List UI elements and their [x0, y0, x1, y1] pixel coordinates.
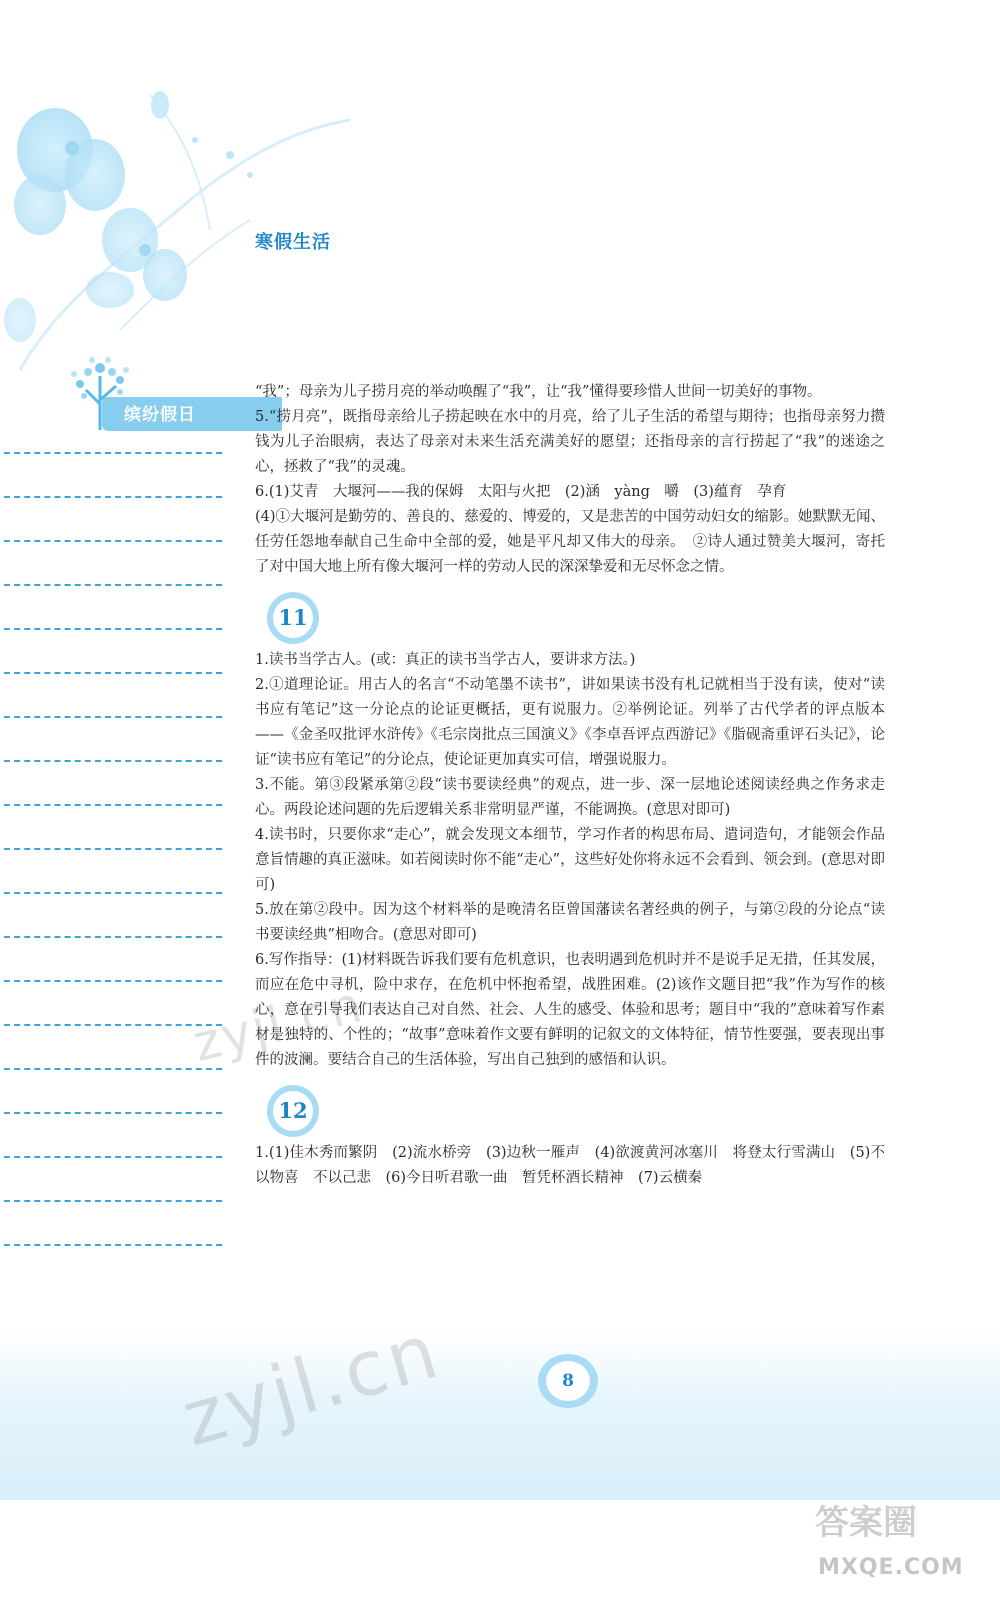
floral-decoration — [0, 0, 360, 380]
header-title: 寒假生活 — [255, 232, 331, 253]
section-label-text: 缤纷假日 — [124, 405, 196, 425]
note-line — [4, 496, 222, 498]
note-line — [4, 936, 222, 938]
answer-paragraph: 4.读书时，只要你求“走心”，就会发现文本细节，学习作者的构思布局、遣词造句，才能领会作品意旨情趣的真正滋味。如若阅读时你不能“走心”，这些好处你将永远不会看到、领会到。(意思对即可) — [255, 827, 885, 893]
note-line — [4, 1200, 222, 1202]
corner-watermark-logo: 答案圈 — [815, 1503, 917, 1543]
note-line — [4, 1156, 222, 1158]
answer-paragraph: (4)①大堰河是勤劳的、善良的、慈爱的、博爱的，又是悲苦的中国劳动妇女的缩影。她默默无闻、任劳任怨地奉献自己生命中全部的爱，她是平凡却又伟大的母亲。 ②诗人通过赞美大堰河，寄托了对中国大地上所有像大堰河一样的劳动人民的深深挚爱和无尽怀念之情。 — [255, 509, 885, 575]
note-line — [4, 980, 222, 982]
note-line — [4, 716, 222, 718]
section-number-badge — [265, 590, 325, 642]
answer-paragraph: 5.放在第②段中。因为这个材料举的是晚清名臣曾国藩读名著经典的例子，与第②段的分论点“读书要读经典”相吻合。(意思对即可) — [255, 902, 885, 943]
section-number-badge — [265, 1083, 325, 1135]
answer-content — [255, 380, 885, 1191]
answer-paragraph: 6.(1)艾青 大堰河——我的保姆 太阳与火把 (2)涵 yàng 嚼 (3)蕴育 孕育 — [255, 484, 787, 500]
note-line — [4, 892, 222, 894]
answer-paragraph: 6.写作指导：(1)材料既告诉我们要有危机意识，也表明遇到危机时并不是说手足无措，任其发展，而应在危中寻机，险中求存，在危机中怀抱希望，战胜困难。(2)该作文题目把“我”作为写作的核心，意在引导我们表达自己对自然、社会、人生的感受、体验和思考；题目中“我的”意味着写作素材是独特的、个性的；“故事”意味着作文要有鲜明的记叙文的文体特征，情节性要强，要表现出事件的波澜。要结合自己的生活体验，写出自己独到的感悟和认识。 — [255, 952, 885, 1068]
answer-paragraph: 1.(1)佳木秀而繁阴 (2)流水桥旁 (3)边秋一雁声 (4)欲渡黄河冰塞川 将登太行雪满山 (5)不以物喜 不以己悲 (6)今日听君歌一曲 暂凭杯酒长精神 (7)云横秦 — [255, 1145, 885, 1186]
section-label — [62, 352, 232, 437]
page-number-badge — [536, 1352, 600, 1410]
page-number: 8 — [562, 1371, 574, 1391]
note-line — [4, 584, 222, 586]
watermark: zyjl.cn — [187, 974, 370, 1074]
note-line — [4, 540, 222, 542]
note-line — [4, 804, 222, 806]
note-line — [4, 1112, 222, 1114]
answer-paragraph: 3.不能。第③段紧承第②段“读书要读经典”的观点，进一步、深一层地论述阅读经典之作务求走心。两段论述问题的先后逻辑关系非常明显严谨，不能调换。(意思对即可) — [255, 777, 885, 818]
note-line — [4, 672, 222, 674]
corner-watermark-url: MXQE.COM — [818, 1555, 964, 1580]
answer-paragraph: 1.读书当学古人。(或：真正的读书当学古人，要讲求方法。) — [255, 652, 636, 668]
footer-band — [0, 1330, 1000, 1500]
answer-paragraph: 5.“捞月亮”，既指母亲给儿子捞起映在水中的月亮，给了儿子生活的希望与期待；也指母亲努力攒钱为儿子治眼病，表达了母亲对未来生活充满美好的愿望；还指母亲的言行捞起了“我”的迷途之心，拯救了“我”的灵魂。 — [255, 409, 885, 475]
answer-paragraph: “我”；母亲为儿子捞月亮的举动唤醒了“我”，让“我”懂得要珍惜人世间一切美好的事物。 — [255, 384, 822, 400]
note-lines — [4, 452, 226, 1288]
section-number: 12 — [278, 1098, 308, 1123]
section-number: 11 — [278, 605, 308, 630]
note-line — [4, 848, 222, 850]
answer-paragraph: 2.①道理论证。用古人的名言“不动笔墨不读书”，讲如果读书没有札记就相当于没有读，使对“读书应有笔记”这一分论点的论证更概括，更有说服力。②举例论证。列举了古代学者的评点版本——《金圣叹批评水浒传》《毛宗岗批点三国演义》《李卓吾评点西游记》《脂砚斋重评石头记》，论证“读书应有笔记”的分论点，使论证更加真实可信，增强说服力。 — [255, 677, 885, 768]
note-line — [4, 452, 222, 454]
note-line — [4, 760, 222, 762]
note-line — [4, 1068, 222, 1070]
note-line — [4, 628, 222, 630]
note-line — [4, 1244, 222, 1246]
watermark: zyjl.cn — [172, 1305, 450, 1464]
